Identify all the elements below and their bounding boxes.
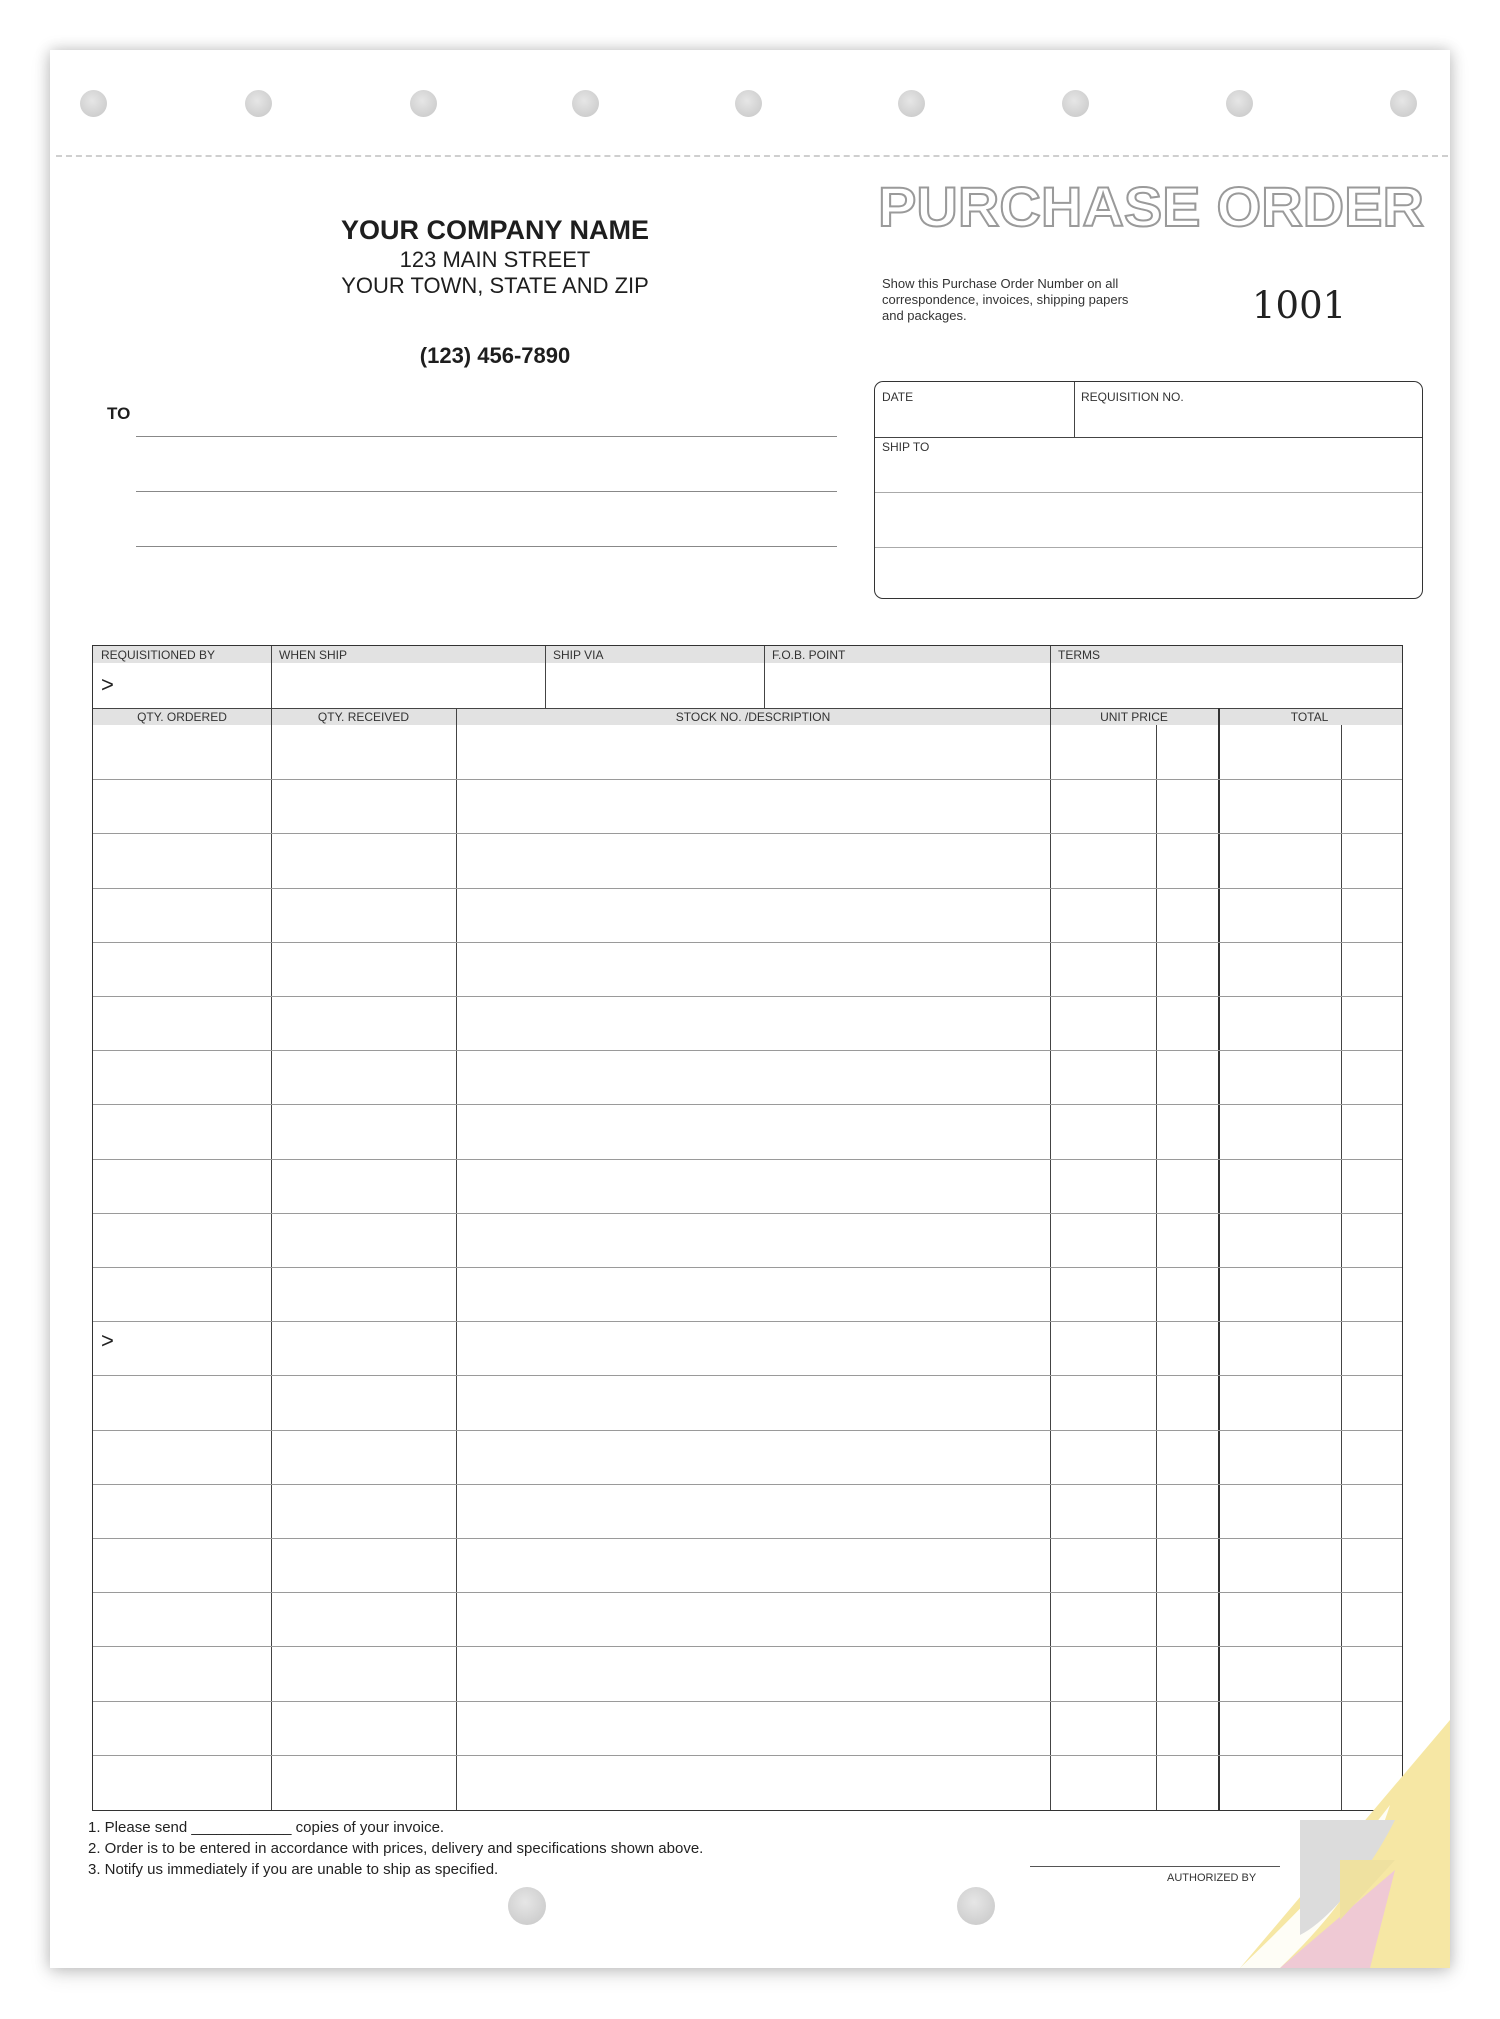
qty-ordered-header: QTY. ORDERED <box>137 710 227 724</box>
fob-point-label: F.O.B. POINT <box>772 648 846 662</box>
term-item: 1. Please send ____________ copies of your invoice. <box>88 1819 445 1836</box>
table-row[interactable] <box>93 1592 1402 1593</box>
punch-hole <box>957 1887 995 1925</box>
divider <box>271 708 272 1810</box>
company-town: YOUR TOWN, STATE AND ZIP <box>341 273 649 298</box>
table-row[interactable] <box>93 1375 1402 1376</box>
punch-hole <box>1062 90 1089 117</box>
table-row[interactable] <box>93 1701 1402 1702</box>
description-header: STOCK NO. /DESCRIPTION <box>675 710 831 724</box>
punch-hole <box>410 90 437 117</box>
divider <box>875 437 1422 438</box>
arrow-marker: > <box>101 1328 114 1353</box>
table-row[interactable] <box>93 888 1402 889</box>
punch-hole <box>508 1887 546 1925</box>
divider <box>764 646 765 708</box>
ship-to-line[interactable] <box>875 547 1422 548</box>
table-row[interactable] <box>93 1050 1402 1051</box>
perforation-line <box>56 155 1448 157</box>
company-name: YOUR COMPANY NAME <box>340 215 650 245</box>
table-row[interactable] <box>93 779 1402 780</box>
when-ship-label: WHEN SHIP <box>279 648 348 662</box>
table-row[interactable] <box>93 1321 1402 1322</box>
terms-list <box>88 1817 703 1880</box>
divider <box>93 708 1402 709</box>
table-row[interactable] <box>93 1538 1402 1539</box>
punch-hole <box>1226 90 1253 117</box>
requisition-no-label: REQUISITION NO. <box>1081 390 1184 404</box>
form-title-text: PURCHASE ORDER <box>878 176 1424 234</box>
total-header: TOTAL <box>1290 710 1329 724</box>
po-number-note: Show this Purchase Order Number on all correspondence, invoices, shipping papers and packages. <box>882 276 1129 323</box>
table-row[interactable] <box>93 833 1402 834</box>
authorized-by-label: AUTHORIZED BY <box>1167 1872 1257 1884</box>
form-title <box>876 176 1431 234</box>
punch-hole <box>80 90 107 117</box>
table-row[interactable] <box>93 942 1402 943</box>
table-row[interactable] <box>93 996 1402 997</box>
company-phone: (123) 456-7890 <box>419 343 571 368</box>
divider <box>545 646 546 708</box>
ship-info-box <box>874 381 1423 599</box>
to-address-line[interactable] <box>136 491 837 492</box>
divider <box>456 708 457 1810</box>
company-street: 123 MAIN STREET <box>399 247 591 272</box>
table-row[interactable] <box>93 1104 1402 1105</box>
table-row[interactable] <box>93 1159 1402 1160</box>
po-number: 1001 <box>1252 284 1347 327</box>
date-label: DATE <box>882 390 914 404</box>
ship-to-label: SHIP TO <box>882 440 930 454</box>
ship-via-label: SHIP VIA <box>553 648 604 662</box>
table-row[interactable] <box>93 1267 1402 1268</box>
unit-price-header: UNIT PRICE <box>1100 710 1168 724</box>
table-row[interactable] <box>93 1646 1402 1647</box>
line-items-table <box>92 645 1403 1811</box>
divider <box>271 646 272 708</box>
punch-hole <box>735 90 762 117</box>
table-row[interactable] <box>93 1213 1402 1214</box>
punch-hole <box>1390 90 1417 117</box>
divider <box>1074 382 1075 437</box>
qty-received-header: QTY. RECEIVED <box>317 710 410 724</box>
punch-hole <box>572 90 599 117</box>
terms-label: TERMS <box>1058 648 1100 662</box>
punch-hole <box>898 90 925 117</box>
table-row[interactable] <box>93 1484 1402 1485</box>
ship-to-line[interactable] <box>875 492 1422 493</box>
term-item: 3. Notify us immediately if you are unable to ship as specified. <box>88 1861 499 1878</box>
divider <box>1050 708 1051 1810</box>
term-item: 2. Order is to be entered in accordance with prices, delivery and specifications shown above. <box>88 1840 704 1857</box>
to-label: TO <box>107 404 131 423</box>
table-row[interactable] <box>93 1430 1402 1431</box>
arrow-marker: > <box>101 672 114 697</box>
to-address-line[interactable] <box>136 436 837 437</box>
divider <box>1050 646 1051 708</box>
to-address-line[interactable] <box>136 546 837 547</box>
table-row[interactable] <box>93 1755 1402 1756</box>
divider <box>1218 708 1220 1810</box>
carbon-copies-corner <box>1220 1720 1450 1970</box>
punch-hole <box>245 90 272 117</box>
requisitioned-by-label: REQUISITIONED BY <box>101 648 216 662</box>
